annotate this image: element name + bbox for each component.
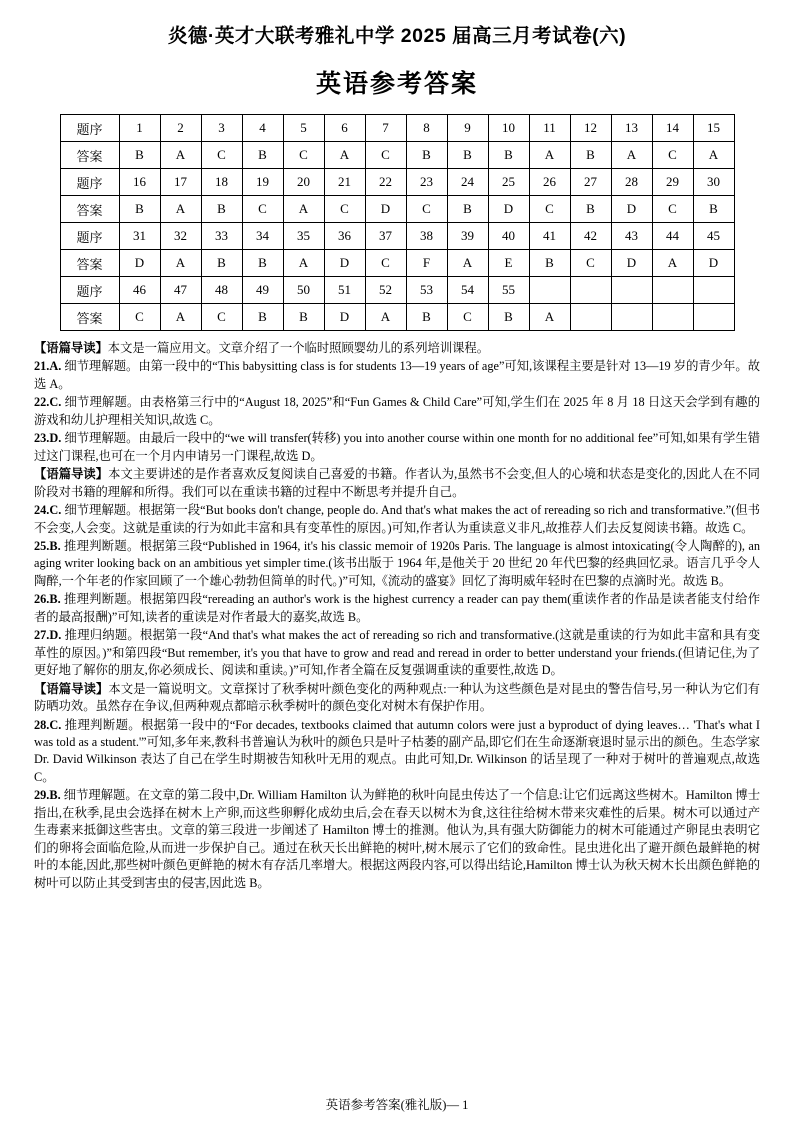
answer-cell: C xyxy=(652,196,693,223)
answer-cell: D xyxy=(611,250,652,277)
answer-cell: C xyxy=(447,304,488,331)
answer-cell: B xyxy=(406,142,447,169)
explanation-paragraph xyxy=(34,591,760,626)
question-number: 10 xyxy=(488,115,529,142)
question-number: 47 xyxy=(160,277,201,304)
answer-cell: A xyxy=(160,250,201,277)
question-index: 26.B. xyxy=(34,592,61,607)
question-number: 21 xyxy=(324,169,365,196)
question-number: 28 xyxy=(611,169,652,196)
answer-cell: C xyxy=(201,142,242,169)
answer-key-table xyxy=(60,114,735,331)
explanation-paragraph xyxy=(34,681,760,716)
answer-cell: C xyxy=(201,304,242,331)
question-number: 34 xyxy=(242,223,283,250)
row-label-answer: 答案 xyxy=(60,304,119,331)
question-number: 8 xyxy=(406,115,447,142)
question-number: 48 xyxy=(201,277,242,304)
answer-cell: F xyxy=(406,250,447,277)
explanation-paragraph xyxy=(34,340,760,357)
row-label-number: 题序 xyxy=(60,169,119,196)
answer-cell: B xyxy=(529,250,570,277)
paragraph-text: 细节理解题。在文章的第二段中,Dr. William Hamilton 认为鲜艳的秋叶向昆虫传达了一个信息:让它们远离这些树木。Hamilton 博士指出,在秋季,昆虫会选择在树木上产卵,而这些卵孵化成幼虫后,会在春天以树木为食,这往往给树木带来灾难性的后果。树木可以通过产生毒素来抵御这些害虫。文章的第三段进一步阐述了 Hamilton 博士的推测。他认为,具有强大防御能力的树木可能通过产卵昆虫表明它们的卵将会面临危险,从而进一步保护自己。通过在秋天长出鲜艳的树叶,树木展示了它们的致命性。昆虫进化出了避开颜色最鲜艳的树叶的本能,因此,那些树叶颜色更鲜艳的树木有存活几率增大。根据这两段内容,可以得出结论,Hamilton 博士认为秋天树木长出颜色鲜艳的树叶可以防止其受到害虫的侵害,因此选 B。 xyxy=(34,788,760,890)
row-label-answer: 答案 xyxy=(60,142,119,169)
question-number: 54 xyxy=(447,277,488,304)
question-number: 22 xyxy=(365,169,406,196)
answer-cell: B xyxy=(570,196,611,223)
question-number-empty xyxy=(652,277,693,304)
answer-cell: B xyxy=(488,304,529,331)
answer-cell: A xyxy=(160,196,201,223)
table-row xyxy=(60,142,734,169)
question-number: 25 xyxy=(488,169,529,196)
answer-cell: B xyxy=(447,142,488,169)
answer-cell: C xyxy=(570,250,611,277)
question-number-empty xyxy=(611,277,652,304)
paragraph-text: 推理归纳题。根据第一段“And that's what makes the act of rereading so rich and transformative.(这就是重读的行为如此丰富和具有变革性的原因。)”和第四段“But remember, it's you that have to grow and read and reread in order to better understand your friends.(但请记住,为了更好地了解你的朋友,你必须成长、阅读和重读。)”可知,作者全篇在反复强调重读的重要性,故选 D。 xyxy=(34,628,760,678)
question-number: 5 xyxy=(283,115,324,142)
answer-cell: B xyxy=(242,304,283,331)
question-number: 29 xyxy=(652,169,693,196)
answer-cell: B xyxy=(283,304,324,331)
paragraph-text: 本文是一篇应用文。文章介绍了一个临时照顾婴幼儿的系列培训课程。 xyxy=(107,341,490,355)
explanation-paragraph xyxy=(34,787,760,892)
question-number: 3 xyxy=(201,115,242,142)
question-number: 18 xyxy=(201,169,242,196)
question-index: 28.C. xyxy=(34,717,62,732)
question-number: 55 xyxy=(488,277,529,304)
table-row xyxy=(60,304,734,331)
question-index: 29.B. xyxy=(34,788,61,803)
answer-cell: A xyxy=(529,142,570,169)
explanation-paragraph xyxy=(34,358,760,393)
question-number: 52 xyxy=(365,277,406,304)
question-number: 41 xyxy=(529,223,570,250)
question-number: 15 xyxy=(693,115,734,142)
question-index: 24.C. xyxy=(34,503,62,518)
passage-guide-label: 【语篇导读】 xyxy=(34,341,108,355)
table-row xyxy=(60,115,734,142)
row-label-answer: 答案 xyxy=(60,196,119,223)
answer-cell: D xyxy=(611,196,652,223)
question-number: 50 xyxy=(283,277,324,304)
explanation-paragraph xyxy=(34,394,760,429)
explanation-paragraph xyxy=(34,502,760,537)
answer-cell: B xyxy=(201,196,242,223)
question-number-empty xyxy=(570,277,611,304)
question-index: 22.C. xyxy=(34,395,62,410)
page-footer: 英语参考答案(雅礼版)— 1 xyxy=(325,1098,469,1112)
question-number: 51 xyxy=(324,277,365,304)
answer-cell: D xyxy=(119,250,160,277)
answer-cell: D xyxy=(365,196,406,223)
question-number: 6 xyxy=(324,115,365,142)
answer-cell: D xyxy=(488,196,529,223)
question-number: 44 xyxy=(652,223,693,250)
question-number: 32 xyxy=(160,223,201,250)
answer-cell: D xyxy=(324,250,365,277)
table-row xyxy=(60,223,734,250)
paragraph-text: 推理判断题。根据第三段“Published in 1964, it's his classic memoir of 1920s Paris. The language is almost intoxicating(令人陶醉的), an aging writer looking back on an ambitious yet simpler time.(该书出版于 1964 年,是他关于 20 世纪 20 年代巴黎的经典回忆录。语言几乎令人陶醉,一个年老的作家回顾了一个雄心勃勃但简单的时代。)”可知,《流动的盛宴》回忆了海明威年轻时在巴黎的点滴时光。故选 B。 xyxy=(34,538,760,588)
answer-cell: B xyxy=(570,142,611,169)
answer-cell: A xyxy=(611,142,652,169)
table-row xyxy=(60,277,734,304)
question-number: 1 xyxy=(119,115,160,142)
explanation-section xyxy=(34,340,760,892)
question-number: 42 xyxy=(570,223,611,250)
question-number: 9 xyxy=(447,115,488,142)
question-index: 27.D. xyxy=(34,628,62,643)
question-number: 4 xyxy=(242,115,283,142)
question-number: 12 xyxy=(570,115,611,142)
answer-cell: C xyxy=(283,142,324,169)
table-row xyxy=(60,169,734,196)
answer-cell-empty xyxy=(652,304,693,331)
question-number: 30 xyxy=(693,169,734,196)
question-number: 31 xyxy=(119,223,160,250)
question-number: 16 xyxy=(119,169,160,196)
table-row xyxy=(60,250,734,277)
question-number: 27 xyxy=(570,169,611,196)
question-number: 19 xyxy=(242,169,283,196)
paragraph-text: 细节理解题。由第一段中的“This babysitting class is for students 13—19 years of age”可知,该课程主要是针对 13—19 岁的青少年。故选 A。 xyxy=(34,359,760,391)
answer-cell: C xyxy=(529,196,570,223)
answer-cell: A xyxy=(160,304,201,331)
answer-cell: D xyxy=(693,250,734,277)
question-number: 13 xyxy=(611,115,652,142)
explanation-paragraph xyxy=(34,466,760,501)
answer-cell: A xyxy=(693,142,734,169)
paragraph-text: 推理判断题。根据第一段中的“For decades, textbooks claimed that autumn colors were just a byproduct of dying leaves… 'That's what I was told as a student.'”可知,多年来,教科书普遍认为秋叶的颜色只是叶子枯萎的副产品,即它们在生命逐渐衰退时显示出的颜色。生态学家 Dr. David Wilkinson 表达了自己在学生时期被告知秋叶无用的观点。由此可知,Dr. Wilkinson 的话呈现了一种对于树叶的普遍观点,故选 C。 xyxy=(34,717,760,784)
question-number: 45 xyxy=(693,223,734,250)
passage-guide-label: 【语篇导读】 xyxy=(34,681,109,696)
paragraph-text: 本文主要讲述的是作者喜欢反复阅读自己喜爱的书籍。作者认为,虽然书不会变,但人的心境和状态是变化的,因此人在不同阶段对书籍的理解和所得。我们可以在重读书籍的过程中不断思考并提升自己。 xyxy=(34,467,760,499)
answer-cell: C xyxy=(119,304,160,331)
explanation-paragraph xyxy=(34,538,760,590)
explanation-paragraph xyxy=(34,717,760,787)
answer-cell: E xyxy=(488,250,529,277)
answer-cell: D xyxy=(324,304,365,331)
question-number: 53 xyxy=(406,277,447,304)
answer-cell: A xyxy=(283,250,324,277)
explanation-paragraph xyxy=(34,430,760,465)
question-index: 23.D. xyxy=(34,431,62,446)
question-number: 36 xyxy=(324,223,365,250)
explanation-paragraph xyxy=(34,627,760,679)
answer-cell: C xyxy=(365,142,406,169)
answer-cell: A xyxy=(365,304,406,331)
question-number: 39 xyxy=(447,223,488,250)
answer-cell: C xyxy=(365,250,406,277)
question-index: 25.B. xyxy=(34,538,61,553)
table-row xyxy=(60,196,734,223)
question-number: 38 xyxy=(406,223,447,250)
row-label-number: 题序 xyxy=(60,115,119,142)
answer-cell: B xyxy=(488,142,529,169)
question-number-empty xyxy=(529,277,570,304)
answer-cell: B xyxy=(119,196,160,223)
question-number: 20 xyxy=(283,169,324,196)
question-number: 46 xyxy=(119,277,160,304)
answer-cell: B xyxy=(201,250,242,277)
question-number: 7 xyxy=(365,115,406,142)
question-number: 43 xyxy=(611,223,652,250)
question-number: 11 xyxy=(529,115,570,142)
answer-cell: C xyxy=(242,196,283,223)
answer-cell-empty xyxy=(693,304,734,331)
question-number: 23 xyxy=(406,169,447,196)
paragraph-text: 细节理解题。根据第一段“But books don't change, people do. And that's what makes the act of rereading so rich and transformative.”(但书不会变,人会变。这就是重读的行为如此丰富和具有变革性的原因。)可知,作者认为重读意义非凡,故推荐人们去反复阅读书籍。故选 C。 xyxy=(34,503,760,535)
answer-cell: B xyxy=(242,250,283,277)
answer-cell-empty xyxy=(570,304,611,331)
answer-cell: B xyxy=(119,142,160,169)
question-number: 35 xyxy=(283,223,324,250)
question-number: 37 xyxy=(365,223,406,250)
question-number: 2 xyxy=(160,115,201,142)
question-index: 21.A. xyxy=(34,359,62,374)
question-number: 26 xyxy=(529,169,570,196)
paragraph-text: 本文是一篇说明文。文章探讨了秋季树叶颜色变化的两种观点:一种认为这些颜色是对昆虫的警告信号,另一种认为它们有防晒功效。虽然存在争议,但两种观点都暗示秋季树叶的颜色变化对树木有保护作用。 xyxy=(34,681,760,714)
answer-cell: A xyxy=(652,250,693,277)
question-number-empty xyxy=(693,277,734,304)
passage-guide-label: 【语篇导读】 xyxy=(34,467,109,482)
answer-cell: B xyxy=(242,142,283,169)
question-number: 24 xyxy=(447,169,488,196)
question-number: 40 xyxy=(488,223,529,250)
answer-cell: B xyxy=(693,196,734,223)
answer-cell: C xyxy=(652,142,693,169)
question-number: 49 xyxy=(242,277,283,304)
row-label-number: 题序 xyxy=(60,277,119,304)
row-label-number: 题序 xyxy=(60,223,119,250)
row-label-answer: 答案 xyxy=(60,250,119,277)
question-number: 33 xyxy=(201,223,242,250)
answer-cell: A xyxy=(529,304,570,331)
paragraph-text: 细节理解题。由最后一段中的“we will transfer(转移) you into another course within one month for no additional fee”可知,如果有学生错过这门课程,也可在一个月内申请另一门课程,故选 D。 xyxy=(34,431,760,463)
answer-cell: C xyxy=(406,196,447,223)
answer-cell: B xyxy=(447,196,488,223)
answer-cell-empty xyxy=(611,304,652,331)
answer-cell: A xyxy=(160,142,201,169)
question-number: 17 xyxy=(160,169,201,196)
answer-cell: A xyxy=(447,250,488,277)
answer-cell: C xyxy=(324,196,365,223)
answer-cell: A xyxy=(324,142,365,169)
question-number: 14 xyxy=(652,115,693,142)
answer-cell: A xyxy=(283,196,324,223)
answer-cell: B xyxy=(406,304,447,331)
page-subtitle: 英语参考答案 xyxy=(315,70,478,98)
page-title: 炎德·英才大联考雅礼中学 2025 届高三月考试卷(六) xyxy=(167,25,627,47)
paragraph-text: 细节理解题。由表格第三行中的“August 18, 2025”和“Fun Games & Child Care”可知,学生们在 2025 年 8 月 18 日这天会学到有趣的游戏和幼儿护理相关知识,故选 C。 xyxy=(34,395,760,427)
paragraph-text: 推理判断题。根据第四段“rereading an author's work is the highest currency a reader can pay them(重读作者的作品是读者能支付给作者的最高报酬)”可知,读者的重读是对作者最大的嘉奖,故选 B。 xyxy=(34,592,760,624)
